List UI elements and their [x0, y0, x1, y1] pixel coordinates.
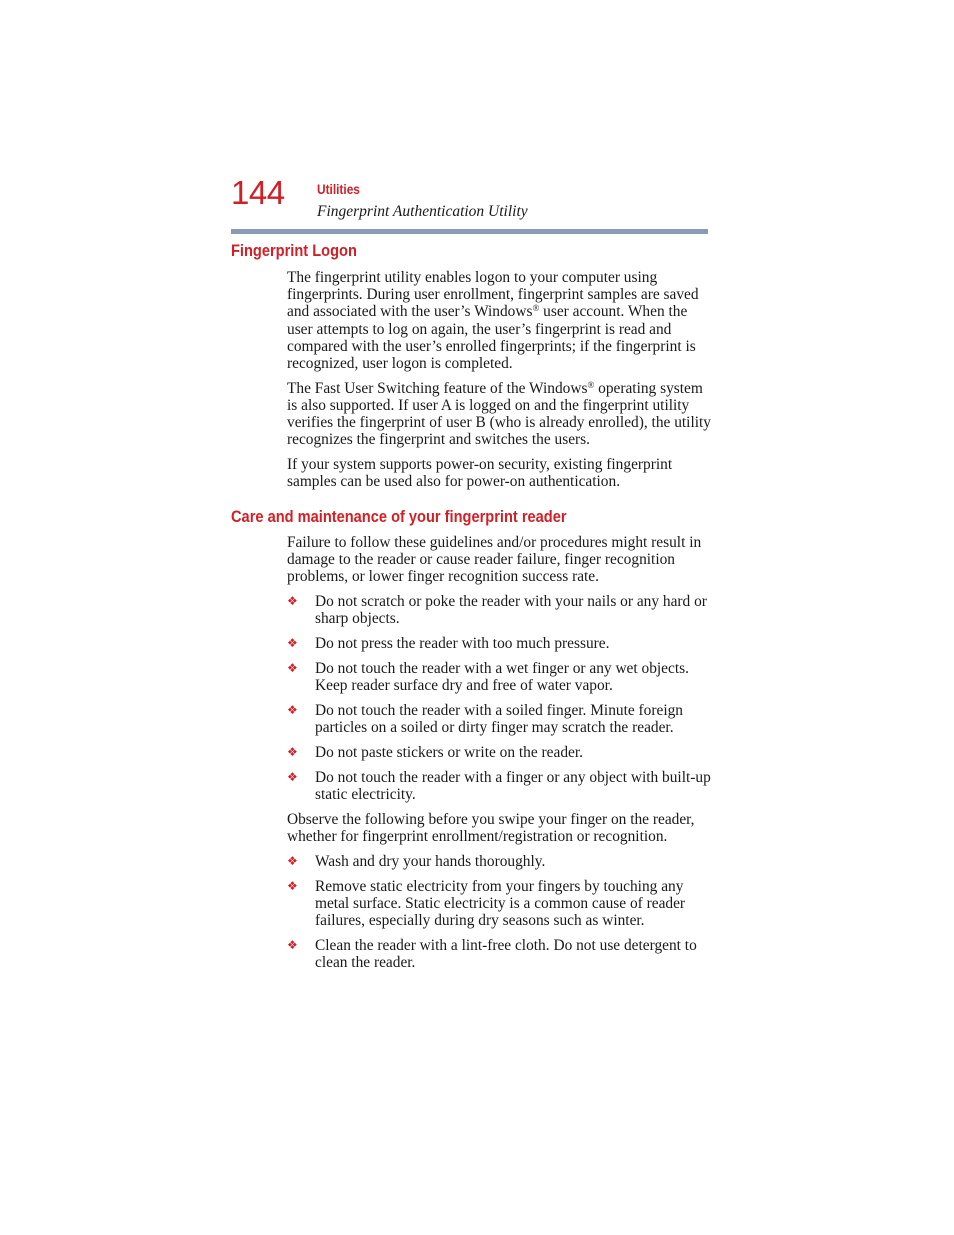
care-intro-paragraph: Failure to follow these guidelines and/or procedures might result in damage to the reader or cause reader failure, finger recognition problems, or lower finger recognition success rate.: [287, 534, 702, 586]
list-item: ❖ Do not scratch or poke the reader with your nails or any hard or sharp objects.: [287, 593, 707, 628]
diamond-bullet-icon: ❖: [287, 937, 298, 952]
list-item: ❖ Clean the reader with a lint-free cloth. Do not use detergent to clean the reader.: [287, 936, 697, 971]
logon-section-body: [287, 269, 711, 498]
diamond-bullet-icon: ❖: [287, 594, 298, 609]
diamond-bullet-icon: ❖: [287, 745, 298, 759]
observe-paragraph: Observe the following before you swipe your finger on the reader, whether for fingerprint enrollment/registration or recognition.: [287, 810, 695, 845]
list-item: ❖ Do not touch the reader with a soiled finger. Minute foreign particles on a soiled or dirty finger may scratch the reader.: [287, 702, 683, 737]
registered-mark: ®: [587, 379, 595, 390]
care-section-body: [287, 534, 711, 979]
running-head: [317, 182, 528, 222]
care-guidelines-list: [287, 593, 711, 803]
registered-mark: ®: [532, 303, 540, 314]
list-item: ❖ Do not paste stickers or write on the reader.: [287, 744, 583, 761]
diamond-bullet-icon: ❖: [287, 636, 298, 651]
diamond-bullet-icon: ❖: [287, 878, 298, 893]
swipe-preparation-list: [287, 853, 711, 971]
diamond-bullet-icon: ❖: [287, 853, 298, 868]
list-item: ❖ Do not touch the reader with a finger or any object with built-up static electricity.: [287, 768, 711, 803]
list-item: ❖ Wash and dry your hands thoroughly.: [287, 852, 546, 870]
chapter-name: Utilities: [317, 182, 360, 197]
list-item: ❖ Do not press the reader with too much pressure.: [287, 635, 610, 653]
page-number: 144: [231, 174, 285, 211]
logon-paragraph-1: The fingerprint utility enables logon to your computer using fingerprints. During user enrollment, fingerprint samples are saved and associated with the user’s Windows® user account. When the user attempts to log on again, the user’s fingerprint is read and compared with the user’s enrolled fingerprints; if the fingerprint is recognized, user logon is completed.: [287, 269, 699, 373]
diamond-bullet-icon: ❖: [287, 661, 298, 675]
logon-paragraph-2: The Fast User Switching feature of the Windows® operating system is also supported. If user A is logged on and the fingerprint utility verifies the fingerprint of user B (who is already enrolled), the utility recognizes the fingerprint and switches the users.: [287, 379, 711, 449]
heading-fingerprint-logon: Fingerprint Logon: [231, 241, 357, 260]
diamond-bullet-icon: ❖: [287, 703, 298, 717]
heading-care-maintenance: Care and maintenance of your fingerprint reader: [231, 507, 567, 526]
section-name: Fingerprint Authentication Utility: [317, 203, 528, 220]
header-rule: [231, 229, 708, 234]
diamond-bullet-icon: ❖: [287, 769, 298, 784]
list-item: ❖ Do not touch the reader with a wet finger or any wet objects. Keep reader surface dry and free of water vapor.: [287, 660, 689, 695]
list-item: ❖ Remove static electricity from your fingers by touching any metal surface. Static electricity is a common cause of reader failures, especially during dry seasons such as winter.: [287, 877, 686, 929]
logon-paragraph-3: If your system supports power-on security, existing fingerprint samples can be used also for power-on authentication.: [287, 456, 673, 491]
